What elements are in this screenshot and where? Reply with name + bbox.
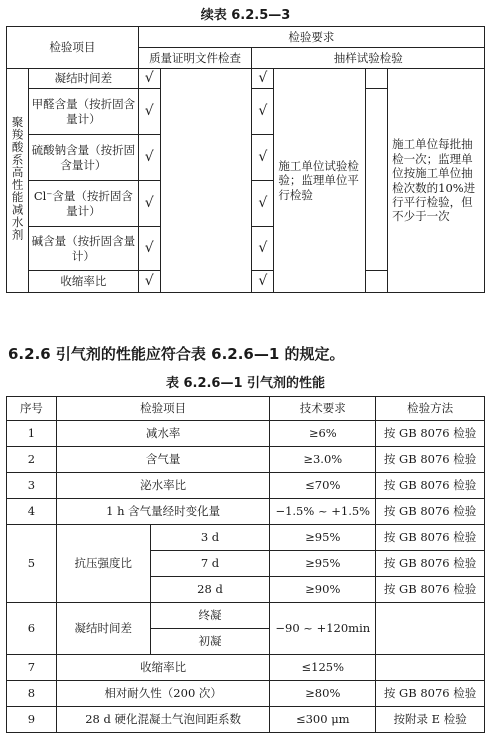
sample-check-mark: √ xyxy=(252,89,274,135)
row-method: 按 GB 8076 检验 xyxy=(376,525,485,551)
row-subitem: 终凝 xyxy=(150,603,270,629)
row-method xyxy=(376,603,485,655)
row-item: 相对耐久性（200 次） xyxy=(56,681,269,707)
row-requirement: ≤125% xyxy=(270,655,376,681)
row-no: 5 xyxy=(7,525,57,603)
row-item-name: 硫酸钠含量（按折固含量计） xyxy=(28,135,138,181)
blank-cell xyxy=(366,69,388,89)
row-no: 3 xyxy=(7,473,57,499)
row-requirement: ≥95% xyxy=(270,551,376,577)
header-doc-check: 质量证明文件检查 xyxy=(138,48,252,69)
row-item: 28 d 硬化混凝土气泡间距系数 xyxy=(56,707,269,733)
row-item: 抗压强度比 xyxy=(56,525,150,603)
row-requirement: ≥90% xyxy=(270,577,376,603)
section-paragraph: 6.2.6 引气剂的性能应符合表 6.2.6—1 的规定。 xyxy=(8,345,345,363)
doc-check-mark: √ xyxy=(138,181,160,227)
doc-check-mark: √ xyxy=(138,89,160,135)
row-requirement: −90 ~ +120min xyxy=(270,603,376,655)
frequency-note: 施工单位每批抽检一次；监理单位按施工单位抽检次数的10%进行平行检验，但不少于一次 xyxy=(388,69,485,293)
table1-title: 续表 6.2.5—3 xyxy=(200,8,291,23)
row-subitem: 3 d xyxy=(150,525,270,551)
row-method: 按 GB 8076 检验 xyxy=(376,681,485,707)
sample-check-mark: √ xyxy=(252,69,274,89)
row-method: 按 GB 8076 检验 xyxy=(376,551,485,577)
header-inspection-requirement: 检验要求 xyxy=(138,27,484,48)
row-item: 含气量 xyxy=(56,447,269,473)
row-requirement: −1.5% ~ +1.5% xyxy=(270,499,376,525)
blank-cell xyxy=(366,89,388,271)
row-no: 1 xyxy=(7,421,57,447)
row-no: 4 xyxy=(7,499,57,525)
row-item: 收缩率比 xyxy=(56,655,269,681)
doc-check-mark: √ xyxy=(138,271,160,293)
blank-cell xyxy=(366,271,388,293)
row-requirement: ≤300 μm xyxy=(270,707,376,733)
row-method: 按 GB 8076 检验 xyxy=(376,447,485,473)
sample-check-mark: √ xyxy=(252,135,274,181)
header-item: 检验项目 xyxy=(56,397,269,421)
sample-check-mark: √ xyxy=(252,181,274,227)
row-subitem: 7 d xyxy=(150,551,270,577)
header-inspection-item: 检验项目 xyxy=(7,27,139,69)
inspection-requirements-table xyxy=(6,26,485,293)
header-no: 序号 xyxy=(7,397,57,421)
row-requirement: ≤70% xyxy=(270,473,376,499)
row-method: 按 GB 8076 检验 xyxy=(376,421,485,447)
table2-title: 表 6.2.6—1 引气剂的性能 xyxy=(165,376,326,391)
row-method: 按 GB 8076 检验 xyxy=(376,499,485,525)
row-requirement: ≥95% xyxy=(270,525,376,551)
row-subitem: 28 d xyxy=(150,577,270,603)
row-no: 6 xyxy=(7,603,57,655)
header-requirement: 技术要求 xyxy=(270,397,376,421)
doc-check-mark: √ xyxy=(138,135,160,181)
row-item: 减水率 xyxy=(56,421,269,447)
row-method: 按 GB 8076 检验 xyxy=(376,473,485,499)
row-item-name: Cl⁻含量（按折固含量计） xyxy=(28,181,138,227)
row-item: 1 h 含气量经时变化量 xyxy=(56,499,269,525)
row-no: 9 xyxy=(7,707,57,733)
doc-empty-cell xyxy=(160,69,252,293)
row-method xyxy=(376,655,485,681)
row-no: 8 xyxy=(7,681,57,707)
row-no: 7 xyxy=(7,655,57,681)
sample-check-mark: √ xyxy=(252,227,274,271)
row-requirement: ≥3.0% xyxy=(270,447,376,473)
doc-check-mark: √ xyxy=(138,69,160,89)
row-no: 2 xyxy=(7,447,57,473)
row-item-name: 收缩率比 xyxy=(28,271,138,293)
row-method: 按 GB 8076 检验 xyxy=(376,577,485,603)
row-method: 按附录 E 检验 xyxy=(376,707,485,733)
row-item: 泌水率比 xyxy=(56,473,269,499)
sample-note: 施工单位试验检验；监理单位平行检验 xyxy=(274,69,366,293)
category-label: 聚羧酸系高性能减水剂 xyxy=(10,116,25,242)
doc-check-mark: √ xyxy=(138,227,160,271)
row-item-name: 碱含量（按折固含量计） xyxy=(28,227,138,271)
row-item-name: 凝结时间差 xyxy=(28,69,138,89)
air-entraining-agent-table xyxy=(6,396,485,733)
sample-check-mark: √ xyxy=(252,271,274,293)
row-subitem: 初凝 xyxy=(150,629,270,655)
row-requirement: ≥6% xyxy=(270,421,376,447)
category-cell xyxy=(7,69,29,293)
row-item: 凝结时间差 xyxy=(56,603,150,655)
row-requirement: ≥80% xyxy=(270,681,376,707)
header-sample-check: 抽样试验检验 xyxy=(252,48,485,69)
row-item-name: 甲醛含量（按折固含量计） xyxy=(28,89,138,135)
header-method: 检验方法 xyxy=(376,397,485,421)
